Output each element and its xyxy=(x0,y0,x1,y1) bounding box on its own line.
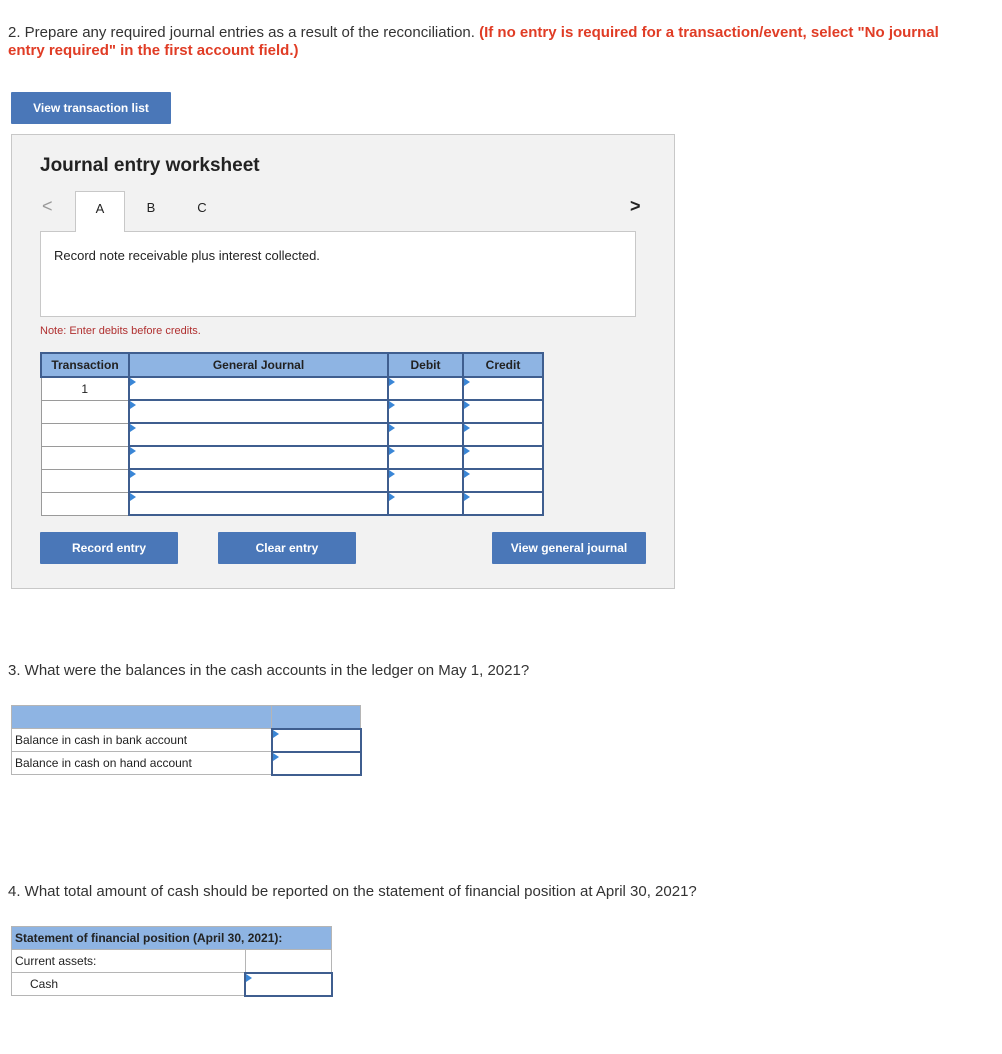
account-select[interactable] xyxy=(129,492,388,515)
credit-input[interactable] xyxy=(463,469,543,492)
journal-table xyxy=(40,352,544,516)
input-marker-icon xyxy=(246,974,252,982)
input-marker-icon xyxy=(389,378,395,386)
debit-input[interactable] xyxy=(388,423,463,446)
input-marker-icon xyxy=(464,447,470,455)
question-2 xyxy=(8,24,968,60)
input-marker-icon xyxy=(464,378,470,386)
dropdown-marker-icon xyxy=(130,470,136,478)
account-select[interactable] xyxy=(129,469,388,492)
table-row xyxy=(41,423,543,446)
table-row xyxy=(12,950,332,973)
table-row xyxy=(41,492,543,515)
input-marker-icon xyxy=(464,401,470,409)
cash-balances-table xyxy=(11,705,362,776)
input-marker-icon xyxy=(389,424,395,432)
cash-label: Cash xyxy=(12,973,246,996)
input-marker-icon xyxy=(464,424,470,432)
input-marker-icon xyxy=(464,493,470,501)
dropdown-marker-icon xyxy=(130,424,136,432)
question-2-instruction: (If no entry is required for a transaction/event, select "No journal entry required" in the first account field.) xyxy=(8,24,939,59)
debit-input[interactable] xyxy=(388,377,463,400)
credit-input[interactable] xyxy=(463,377,543,400)
transaction-number xyxy=(41,423,129,446)
table-row xyxy=(12,752,361,775)
cash-in-bank-input[interactable] xyxy=(272,729,361,752)
column-header-general-journal: General Journal xyxy=(129,353,388,377)
question-4: 4. What total amount of cash should be reported on the statement of financial position at April 30, 2021? xyxy=(8,883,697,900)
journal-entry-worksheet xyxy=(11,134,675,589)
credit-input[interactable] xyxy=(463,400,543,423)
input-marker-icon xyxy=(389,447,395,455)
statement-header: Statement of financial position (April 30, 2021): xyxy=(12,927,332,950)
table-row xyxy=(12,973,332,996)
account-select[interactable] xyxy=(129,377,388,400)
column-header-credit: Credit xyxy=(463,353,543,377)
view-general-journal-button[interactable]: View general journal xyxy=(492,532,646,564)
input-marker-icon xyxy=(389,401,395,409)
debit-input[interactable] xyxy=(388,492,463,515)
credit-input[interactable] xyxy=(463,446,543,469)
cash-on-hand-label: Balance in cash on hand account xyxy=(12,752,272,775)
table-row xyxy=(41,400,543,423)
input-marker-icon xyxy=(273,753,279,761)
table-row xyxy=(41,377,543,400)
input-marker-icon xyxy=(389,470,395,478)
record-entry-button[interactable]: Record entry xyxy=(40,532,178,564)
table-row xyxy=(12,729,361,752)
tab-b[interactable]: B xyxy=(146,200,156,215)
cash-in-bank-label: Balance in cash in bank account xyxy=(12,729,272,752)
chevron-right-icon[interactable]: > xyxy=(630,196,641,216)
entry-description: Record note receivable plus interest collected. xyxy=(54,248,320,263)
dropdown-marker-icon xyxy=(130,493,136,501)
table-row xyxy=(41,469,543,492)
tab-a[interactable]: A xyxy=(75,191,125,232)
dropdown-marker-icon xyxy=(130,401,136,409)
debit-credit-note: Note: Enter debits before credits. xyxy=(40,325,201,337)
column-header-debit: Debit xyxy=(388,353,463,377)
question-2-text: 2. Prepare any required journal entries as a result of the reconciliation. xyxy=(8,24,475,41)
transaction-number xyxy=(41,400,129,423)
account-select[interactable] xyxy=(129,423,388,446)
input-marker-icon xyxy=(464,470,470,478)
financial-position-table xyxy=(11,926,333,997)
transaction-number: 1 xyxy=(41,377,129,400)
cash-amount-input[interactable] xyxy=(245,973,331,996)
cash-on-hand-input[interactable] xyxy=(272,752,361,775)
table-header-row xyxy=(12,927,332,950)
worksheet-title: Journal entry worksheet xyxy=(40,155,260,176)
account-select[interactable] xyxy=(129,400,388,423)
dropdown-marker-icon xyxy=(130,447,136,455)
input-marker-icon xyxy=(389,493,395,501)
column-header-transaction: Transaction xyxy=(41,353,129,377)
current-assets-label: Current assets: xyxy=(12,950,246,973)
dropdown-marker-icon xyxy=(130,378,136,386)
debit-input[interactable] xyxy=(388,469,463,492)
chevron-left-icon[interactable]: < xyxy=(42,196,53,216)
credit-input[interactable] xyxy=(463,423,543,446)
tab-c[interactable]: C xyxy=(197,200,207,215)
debit-input[interactable] xyxy=(388,400,463,423)
input-marker-icon xyxy=(273,730,279,738)
account-select[interactable] xyxy=(129,446,388,469)
view-transaction-list-button[interactable]: View transaction list xyxy=(11,92,171,124)
clear-entry-button[interactable]: Clear entry xyxy=(218,532,356,564)
table-row xyxy=(41,446,543,469)
transaction-number xyxy=(41,492,129,515)
credit-input[interactable] xyxy=(463,492,543,515)
debit-input[interactable] xyxy=(388,446,463,469)
transaction-number xyxy=(41,469,129,492)
table-header-row xyxy=(12,706,361,729)
entry-description-box xyxy=(40,231,636,317)
question-3: 3. What were the balances in the cash accounts in the ledger on May 1, 2021? xyxy=(8,662,530,679)
transaction-number xyxy=(41,446,129,469)
